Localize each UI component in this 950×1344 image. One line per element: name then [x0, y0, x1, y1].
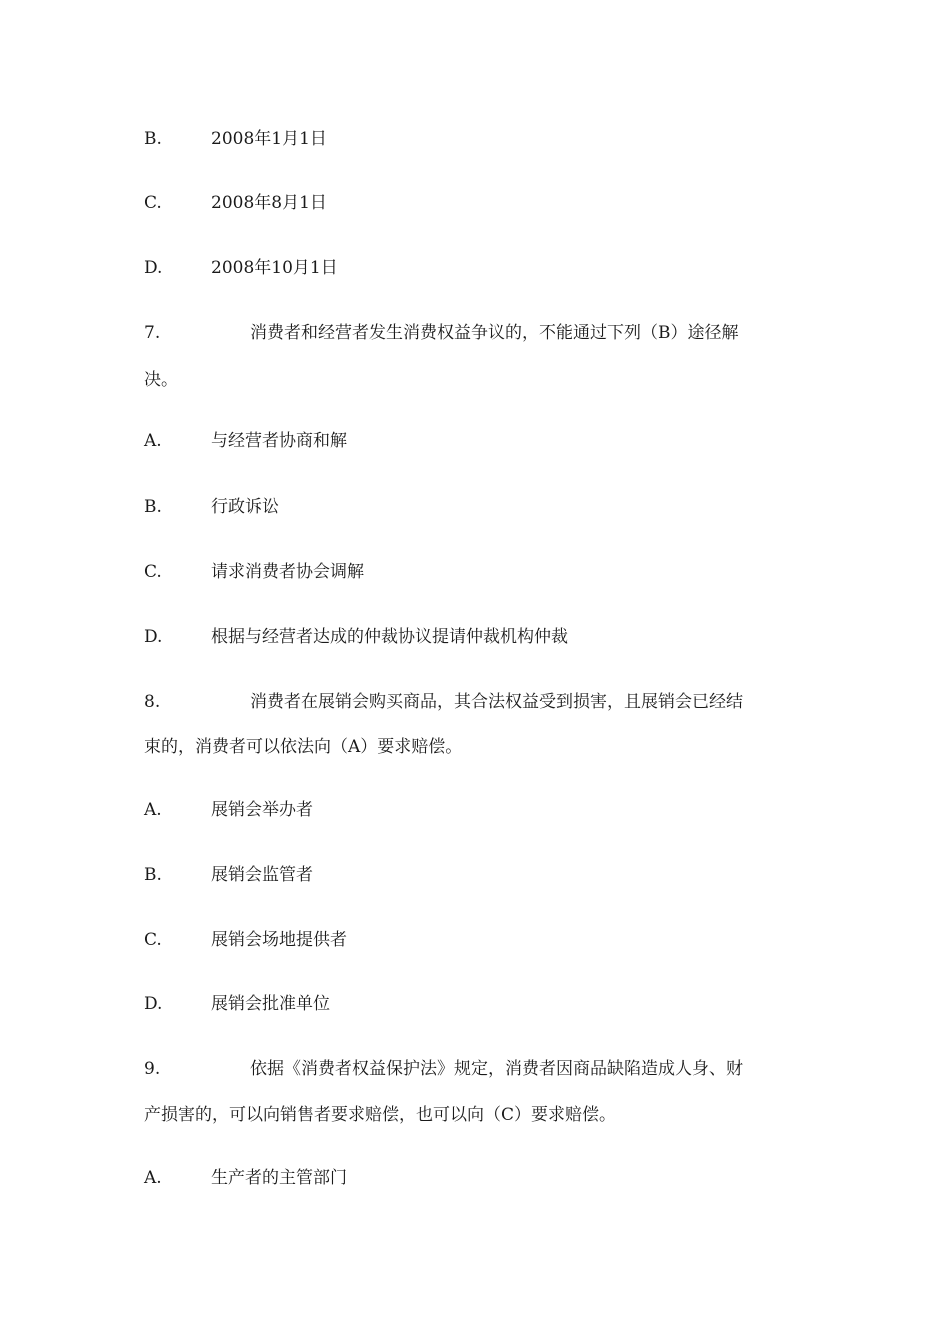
option-label: C. [144, 193, 162, 213]
option-label: B. [144, 129, 162, 149]
option-label: C. [144, 930, 162, 950]
option-text: 行政诉讼 [211, 497, 279, 517]
question-number: 9. [144, 1059, 161, 1079]
option-text: 2008年8月1日 [211, 193, 327, 213]
question-text: 消费者和经营者发生消费权益争议的，不能通过下列（B）途径解 [250, 323, 739, 343]
question-number: 8. [144, 692, 161, 712]
option-label: D. [144, 627, 163, 647]
option-text: 展销会场地提供者 [211, 930, 347, 950]
option-label: C. [144, 562, 162, 582]
option-text: 展销会举办者 [211, 800, 313, 820]
question-number: 7. [144, 323, 161, 343]
option-text: 展销会批准单位 [211, 994, 330, 1014]
option-label: A. [144, 431, 162, 451]
option-text: 根据与经营者达成的仲裁协议提请仲裁机构仲裁 [211, 627, 568, 647]
option-label: A. [144, 800, 162, 820]
question-text-continued: 决。 [144, 370, 178, 390]
option-label: B. [144, 865, 162, 885]
option-text: 2008年10月1日 [211, 258, 338, 278]
option-text: 请求消费者协会调解 [211, 562, 364, 582]
option-text: 生产者的主管部门 [211, 1168, 347, 1188]
option-label: A. [144, 1168, 162, 1188]
question-text-continued: 产损害的，可以向销售者要求赔偿，也可以向（C）要求赔偿。 [144, 1105, 617, 1125]
option-text: 2008年1月1日 [211, 129, 327, 149]
question-text: 依据《消费者权益保护法》规定，消费者因商品缺陷造成人身、财 [250, 1059, 743, 1079]
question-text: 消费者在展销会购买商品，其合法权益受到损害，且展销会已经结 [250, 692, 743, 712]
option-label: B. [144, 497, 162, 517]
option-text: 与经营者协商和解 [211, 431, 347, 451]
option-label: D. [144, 994, 163, 1014]
option-text: 展销会监管者 [211, 865, 313, 885]
option-label: D. [144, 258, 163, 278]
question-text-continued: 束的，消费者可以依法向（A）要求赔偿。 [144, 737, 463, 757]
